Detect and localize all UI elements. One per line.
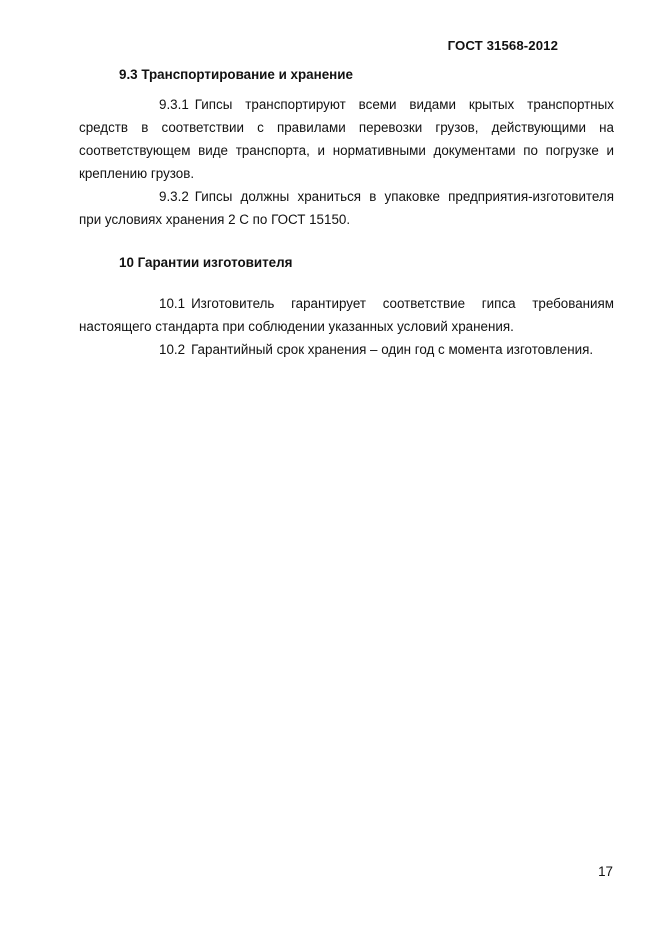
- paragraph-text: Гипсы транспортируют всеми видами крытых транспортных средств в соответствии с правилами перевозки грузов, действующими на соответствующем виде транспорта, и нормативными документами по погрузке и креплению грузов.: [79, 97, 614, 181]
- section-heading-10: 10 Гарантии изготовителя: [119, 255, 293, 270]
- paragraph-text: Изготовитель гарантирует соответствие гипса требованиям настоящего стандарта при соблюдении указанных условий хранения.: [79, 296, 614, 334]
- paragraph-10-2: [79, 338, 614, 361]
- paragraph-10-1: [79, 292, 614, 338]
- section-heading-9-3: 9.3 Транспортирование и хранение: [119, 67, 353, 82]
- paragraph-number: 10.2: [159, 342, 186, 357]
- paragraph-number: 9.3.2: [159, 189, 189, 204]
- document-body: [79, 64, 614, 361]
- paragraph-text: Гипсы должны храниться в упаковке предприятия-изготовителя при условиях хранения 2 С по ГОСТ 15150.: [79, 189, 614, 227]
- page-number: 17: [598, 864, 613, 879]
- paragraph-9-3-1: [79, 93, 614, 185]
- paragraph-9-3-2: [79, 185, 614, 231]
- paragraph-text: Гарантийный срок хранения – один год с момента изготовления.: [191, 342, 594, 357]
- paragraph-number: 10.1: [159, 296, 186, 311]
- paragraph-number: 9.3.1: [159, 97, 189, 112]
- document-code: ГОСТ 31568-2012: [447, 38, 558, 53]
